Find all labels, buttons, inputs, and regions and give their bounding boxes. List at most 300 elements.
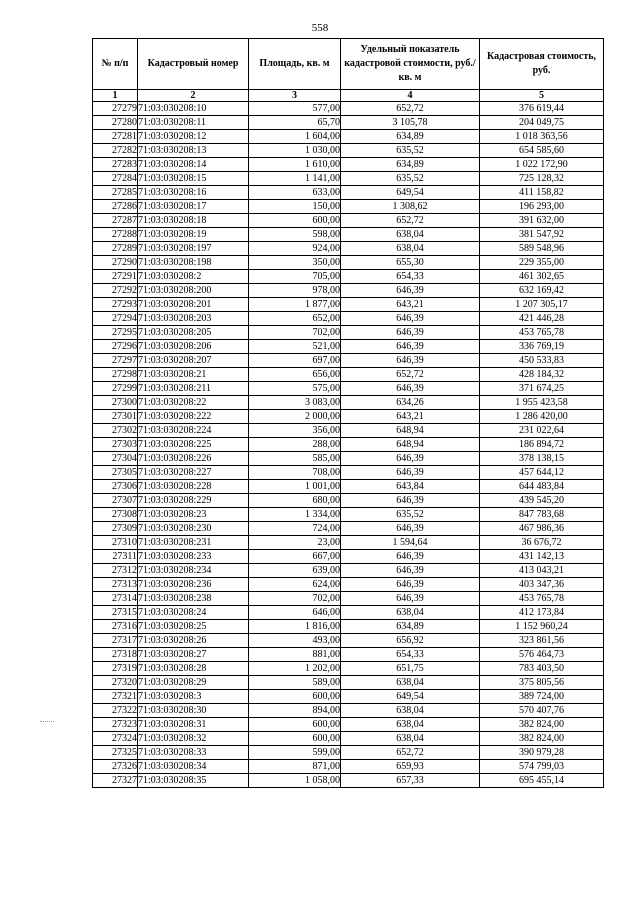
header-cadastral-number: Кадастровый номер — [138, 39, 249, 90]
specific-value-cell: 656,92 — [341, 634, 480, 648]
area-cell: 1 604,00 — [249, 130, 341, 144]
row-number-cell: 27325 — [93, 746, 138, 760]
row-number-cell: 27295 — [93, 326, 138, 340]
row-number-cell: 27326 — [93, 760, 138, 774]
row-number-cell: 27300 — [93, 396, 138, 410]
row-number-cell: 27306 — [93, 480, 138, 494]
cadastral-cost-cell: 1 152 960,24 — [480, 620, 604, 634]
row-number-cell: 27304 — [93, 452, 138, 466]
row-number-cell: 27282 — [93, 144, 138, 158]
row-number-cell: 27308 — [93, 508, 138, 522]
row-number-cell: 27320 — [93, 676, 138, 690]
header-area: Площадь, кв. м — [249, 39, 341, 90]
cadastral-cost-cell: 428 184,32 — [480, 368, 604, 382]
cadastral-cost-cell: 1 955 423,58 — [480, 396, 604, 410]
cadastral-number-cell: 71:03:030208:205 — [138, 326, 249, 340]
row-number-cell: 27324 — [93, 732, 138, 746]
cadastral-cost-cell: 589 548,96 — [480, 242, 604, 256]
row-number-cell: 27284 — [93, 172, 138, 186]
area-cell: 3 083,00 — [249, 396, 341, 410]
area-cell: 598,00 — [249, 228, 341, 242]
cadastral-number-cell: 71:03:030208:24 — [138, 606, 249, 620]
area-cell: 1 001,00 — [249, 480, 341, 494]
cadastral-cost-cell: 1 286 420,00 — [480, 410, 604, 424]
specific-value-cell: 638,04 — [341, 718, 480, 732]
cadastral-number-cell: 71:03:030208:15 — [138, 172, 249, 186]
cadastral-cost-cell: 783 403,50 — [480, 662, 604, 676]
cadastral-cost-cell: 421 446,28 — [480, 312, 604, 326]
table-row — [93, 354, 604, 368]
cadastral-number-cell: 71:03:030208:222 — [138, 410, 249, 424]
table-row — [93, 410, 604, 424]
specific-value-cell: 651,75 — [341, 662, 480, 676]
cadastral-number-cell: 71:03:030208:14 — [138, 158, 249, 172]
area-cell: 23,00 — [249, 536, 341, 550]
specific-value-cell: 1 594,64 — [341, 536, 480, 550]
specific-value-cell: 634,89 — [341, 620, 480, 634]
cadastral-number-cell: 71:03:030208:30 — [138, 704, 249, 718]
cadastral-number-cell: 71:03:030208:28 — [138, 662, 249, 676]
table-row — [93, 438, 604, 452]
specific-value-cell: 648,94 — [341, 438, 480, 452]
specific-value-cell: 635,52 — [341, 144, 480, 158]
cadastral-number-cell: 71:03:030208:236 — [138, 578, 249, 592]
row-number-cell: 27291 — [93, 270, 138, 284]
row-number-cell: 27310 — [93, 536, 138, 550]
cadastral-number-cell: 71:03:030208:229 — [138, 494, 249, 508]
cadastral-number-cell: 71:03:030208:234 — [138, 564, 249, 578]
cadastral-number-cell: 71:03:030208:31 — [138, 718, 249, 732]
table-row — [93, 606, 604, 620]
area-cell: 599,00 — [249, 746, 341, 760]
area-cell: 288,00 — [249, 438, 341, 452]
table-row — [93, 718, 604, 732]
specific-value-cell: 646,39 — [341, 312, 480, 326]
specific-value-cell: 652,72 — [341, 368, 480, 382]
area-cell: 724,00 — [249, 522, 341, 536]
cadastral-number-cell: 71:03:030208:13 — [138, 144, 249, 158]
row-number-cell: 27309 — [93, 522, 138, 536]
cadastral-cost-cell: 382 824,00 — [480, 732, 604, 746]
area-cell: 1 877,00 — [249, 298, 341, 312]
table-row — [93, 592, 604, 606]
row-number-cell: 27313 — [93, 578, 138, 592]
cadastral-number-cell: 71:03:030208:29 — [138, 676, 249, 690]
area-cell: 600,00 — [249, 732, 341, 746]
table-row — [93, 284, 604, 298]
row-number-cell: 27292 — [93, 284, 138, 298]
cadastral-number-cell: 71:03:030208:32 — [138, 732, 249, 746]
cadastral-cost-cell: 411 158,82 — [480, 186, 604, 200]
column-number: 5 — [480, 90, 604, 102]
cadastral-cost-cell: 403 347,36 — [480, 578, 604, 592]
row-number-cell: 27290 — [93, 256, 138, 270]
cadastral-number-cell: 71:03:030208:211 — [138, 382, 249, 396]
specific-value-cell: 654,33 — [341, 648, 480, 662]
cadastral-cost-cell: 36 676,72 — [480, 536, 604, 550]
row-number-cell: 27285 — [93, 186, 138, 200]
specific-value-cell: 635,52 — [341, 508, 480, 522]
specific-value-cell: 638,04 — [341, 704, 480, 718]
table-row — [93, 578, 604, 592]
cadastral-cost-cell: 196 293,00 — [480, 200, 604, 214]
cadastral-number-cell: 71:03:030208:228 — [138, 480, 249, 494]
specific-value-cell: 638,04 — [341, 606, 480, 620]
table-row — [93, 312, 604, 326]
header-cadastral-cost: Кадастровая стоимость, руб. — [480, 39, 604, 90]
row-number-cell: 27288 — [93, 228, 138, 242]
specific-value-cell: 646,39 — [341, 564, 480, 578]
row-number-cell: 27323 — [93, 718, 138, 732]
header-row-number: № п/п — [93, 39, 138, 90]
row-number-cell: 27314 — [93, 592, 138, 606]
specific-value-cell: 646,39 — [341, 550, 480, 564]
cadastral-cost-cell: 231 022,64 — [480, 424, 604, 438]
area-cell: 356,00 — [249, 424, 341, 438]
cadastral-number-cell: 71:03:030208:2 — [138, 270, 249, 284]
area-cell: 150,00 — [249, 200, 341, 214]
cadastral-cost-cell: 457 644,12 — [480, 466, 604, 480]
cadastral-number-cell: 71:03:030208:12 — [138, 130, 249, 144]
page-number: 558 — [311, 22, 329, 34]
table-row — [93, 648, 604, 662]
header-specific-value: Удельный показатель кадастровой стоимости, руб./кв. м — [341, 39, 480, 90]
specific-value-cell: 646,39 — [341, 578, 480, 592]
cadastral-cost-cell: 375 805,56 — [480, 676, 604, 690]
column-number: 3 — [249, 90, 341, 102]
table-row — [93, 760, 604, 774]
specific-value-cell: 646,39 — [341, 592, 480, 606]
row-number-cell: 27316 — [93, 620, 138, 634]
cadastral-number-cell: 71:03:030208:10 — [138, 102, 249, 116]
row-number-cell: 27296 — [93, 340, 138, 354]
table-row — [93, 536, 604, 550]
specific-value-cell: 643,21 — [341, 298, 480, 312]
table-row — [93, 172, 604, 186]
cadastral-cost-cell: 453 765,78 — [480, 592, 604, 606]
specific-value-cell: 646,39 — [341, 354, 480, 368]
cadastral-cost-cell: 336 769,19 — [480, 340, 604, 354]
table-header-row — [93, 39, 604, 90]
cadastral-cost-cell: 376 619,44 — [480, 102, 604, 116]
column-number: 1 — [93, 90, 138, 102]
cadastral-cost-cell: 1 018 363,56 — [480, 130, 604, 144]
area-cell: 705,00 — [249, 270, 341, 284]
specific-value-cell: 648,94 — [341, 424, 480, 438]
specific-value-cell: 646,39 — [341, 452, 480, 466]
cadastral-cost-cell: 461 302,65 — [480, 270, 604, 284]
cadastral-number-cell: 71:03:030208:19 — [138, 228, 249, 242]
area-cell: 894,00 — [249, 704, 341, 718]
row-number-cell: 27294 — [93, 312, 138, 326]
cadastral-number-cell: 71:03:030208:224 — [138, 424, 249, 438]
specific-value-cell: 646,39 — [341, 494, 480, 508]
cadastral-number-cell: 71:03:030208:26 — [138, 634, 249, 648]
cadastral-cost-cell: 378 138,15 — [480, 452, 604, 466]
table-row — [93, 130, 604, 144]
cadastral-cost-cell: 570 407,76 — [480, 704, 604, 718]
table-row — [93, 144, 604, 158]
area-cell: 646,00 — [249, 606, 341, 620]
specific-value-cell: 652,72 — [341, 214, 480, 228]
table-row — [93, 214, 604, 228]
cadastral-number-cell: 71:03:030208:227 — [138, 466, 249, 480]
table-row — [93, 662, 604, 676]
table-row — [93, 746, 604, 760]
cadastral-number-cell: 71:03:030208:226 — [138, 452, 249, 466]
area-cell: 1 334,00 — [249, 508, 341, 522]
table-row — [93, 732, 604, 746]
table-row — [93, 452, 604, 466]
table-row — [93, 466, 604, 480]
cadastral-number-cell: 71:03:030208:206 — [138, 340, 249, 354]
specific-value-cell: 646,39 — [341, 382, 480, 396]
column-number: 2 — [138, 90, 249, 102]
table-row — [93, 480, 604, 494]
cadastral-value-table — [92, 38, 604, 788]
specific-value-cell: 1 308,62 — [341, 200, 480, 214]
cadastral-number-cell: 71:03:030208:17 — [138, 200, 249, 214]
cadastral-cost-cell: 412 173,84 — [480, 606, 604, 620]
table-row — [93, 298, 604, 312]
cadastral-cost-cell: 391 632,00 — [480, 214, 604, 228]
specific-value-cell: 634,26 — [341, 396, 480, 410]
area-cell: 708,00 — [249, 466, 341, 480]
row-number-cell: 27327 — [93, 774, 138, 788]
cadastral-number-cell: 71:03:030208:25 — [138, 620, 249, 634]
cadastral-cost-cell: 229 355,00 — [480, 256, 604, 270]
cadastral-cost-cell: 431 142,13 — [480, 550, 604, 564]
cadastral-number-cell: 71:03:030208:16 — [138, 186, 249, 200]
cadastral-cost-cell: 381 547,92 — [480, 228, 604, 242]
row-number-cell: 27280 — [93, 116, 138, 130]
table-row — [93, 186, 604, 200]
area-cell: 577,00 — [249, 102, 341, 116]
cadastral-cost-cell: 725 128,32 — [480, 172, 604, 186]
area-cell: 585,00 — [249, 452, 341, 466]
specific-value-cell: 649,54 — [341, 186, 480, 200]
cadastral-cost-cell: 371 674,25 — [480, 382, 604, 396]
row-number-cell: 27293 — [93, 298, 138, 312]
specific-value-cell: 655,30 — [341, 256, 480, 270]
table-row — [93, 326, 604, 340]
specific-value-cell: 652,72 — [341, 102, 480, 116]
area-cell: 633,00 — [249, 186, 341, 200]
row-number-cell: 27297 — [93, 354, 138, 368]
row-number-cell: 27311 — [93, 550, 138, 564]
specific-value-cell: 646,39 — [341, 340, 480, 354]
area-cell: 600,00 — [249, 214, 341, 228]
margin-mark — [40, 721, 54, 723]
table-row — [93, 522, 604, 536]
cadastral-number-cell: 71:03:030208:27 — [138, 648, 249, 662]
row-number-cell: 27319 — [93, 662, 138, 676]
area-cell: 589,00 — [249, 676, 341, 690]
table-row — [93, 270, 604, 284]
specific-value-cell: 638,04 — [341, 242, 480, 256]
cadastral-cost-cell: 439 545,20 — [480, 494, 604, 508]
cadastral-number-cell: 71:03:030208:238 — [138, 592, 249, 606]
table-row — [93, 550, 604, 564]
cadastral-number-cell: 71:03:030208:201 — [138, 298, 249, 312]
table-row — [93, 396, 604, 410]
specific-value-cell: 652,72 — [341, 746, 480, 760]
area-cell: 1 058,00 — [249, 774, 341, 788]
table-body — [93, 102, 604, 788]
area-cell: 652,00 — [249, 312, 341, 326]
cadastral-cost-cell: 632 169,42 — [480, 284, 604, 298]
cadastral-number-cell: 71:03:030208:23 — [138, 508, 249, 522]
table-row — [93, 256, 604, 270]
cadastral-cost-cell: 654 585,60 — [480, 144, 604, 158]
area-cell: 680,00 — [249, 494, 341, 508]
cadastral-number-cell: 71:03:030208:21 — [138, 368, 249, 382]
cadastral-cost-cell: 323 861,56 — [480, 634, 604, 648]
row-number-cell: 27317 — [93, 634, 138, 648]
area-cell: 871,00 — [249, 760, 341, 774]
cadastral-cost-cell: 450 533,83 — [480, 354, 604, 368]
table-row — [93, 368, 604, 382]
specific-value-cell: 654,33 — [341, 270, 480, 284]
row-number-cell: 27305 — [93, 466, 138, 480]
row-number-cell: 27315 — [93, 606, 138, 620]
row-number-cell: 27287 — [93, 214, 138, 228]
table-row — [93, 200, 604, 214]
cadastral-cost-cell: 467 986,36 — [480, 522, 604, 536]
area-cell: 639,00 — [249, 564, 341, 578]
area-cell: 1 816,00 — [249, 620, 341, 634]
cadastral-number-cell: 71:03:030208:33 — [138, 746, 249, 760]
cadastral-number-cell: 71:03:030208:35 — [138, 774, 249, 788]
area-cell: 65,70 — [249, 116, 341, 130]
cadastral-cost-cell: 574 799,03 — [480, 760, 604, 774]
area-cell: 624,00 — [249, 578, 341, 592]
table-row — [93, 634, 604, 648]
row-number-cell: 27299 — [93, 382, 138, 396]
area-cell: 978,00 — [249, 284, 341, 298]
specific-value-cell: 635,52 — [341, 172, 480, 186]
cadastral-cost-cell: 204 049,75 — [480, 116, 604, 130]
cadastral-cost-cell: 382 824,00 — [480, 718, 604, 732]
area-cell: 702,00 — [249, 326, 341, 340]
cadastral-cost-cell: 576 464,73 — [480, 648, 604, 662]
table-row — [93, 690, 604, 704]
cadastral-number-cell: 71:03:030208:230 — [138, 522, 249, 536]
row-number-cell: 27302 — [93, 424, 138, 438]
area-cell: 600,00 — [249, 690, 341, 704]
cadastral-number-cell: 71:03:030208:22 — [138, 396, 249, 410]
specific-value-cell: 3 105,78 — [341, 116, 480, 130]
cadastral-number-cell: 71:03:030208:200 — [138, 284, 249, 298]
table-row — [93, 564, 604, 578]
specific-value-cell: 638,04 — [341, 676, 480, 690]
table-row — [93, 228, 604, 242]
table-row — [93, 508, 604, 522]
cadastral-cost-cell: 453 765,78 — [480, 326, 604, 340]
cadastral-cost-cell: 413 043,21 — [480, 564, 604, 578]
row-number-cell: 27289 — [93, 242, 138, 256]
area-cell: 881,00 — [249, 648, 341, 662]
table-row — [93, 102, 604, 116]
cadastral-cost-cell: 695 455,14 — [480, 774, 604, 788]
specific-value-cell: 643,21 — [341, 410, 480, 424]
cadastral-cost-cell: 186 894,72 — [480, 438, 604, 452]
specific-value-cell: 638,04 — [341, 228, 480, 242]
specific-value-cell: 638,04 — [341, 732, 480, 746]
row-number-cell: 27279 — [93, 102, 138, 116]
table-row — [93, 676, 604, 690]
row-number-cell: 27303 — [93, 438, 138, 452]
area-cell: 1 202,00 — [249, 662, 341, 676]
area-cell: 575,00 — [249, 382, 341, 396]
column-number-row — [93, 90, 604, 102]
area-cell: 667,00 — [249, 550, 341, 564]
row-number-cell: 27321 — [93, 690, 138, 704]
row-number-cell: 27283 — [93, 158, 138, 172]
specific-value-cell: 643,84 — [341, 480, 480, 494]
specific-value-cell: 646,39 — [341, 522, 480, 536]
row-number-cell: 27322 — [93, 704, 138, 718]
area-cell: 521,00 — [249, 340, 341, 354]
area-cell: 600,00 — [249, 718, 341, 732]
area-cell: 1 141,00 — [249, 172, 341, 186]
cadastral-cost-cell: 1 207 305,17 — [480, 298, 604, 312]
row-number-cell: 27298 — [93, 368, 138, 382]
row-number-cell: 27286 — [93, 200, 138, 214]
cadastral-number-cell: 71:03:030208:203 — [138, 312, 249, 326]
cadastral-number-cell: 71:03:030208:3 — [138, 690, 249, 704]
cadastral-cost-cell: 644 483,84 — [480, 480, 604, 494]
cadastral-number-cell: 71:03:030208:198 — [138, 256, 249, 270]
area-cell: 493,00 — [249, 634, 341, 648]
specific-value-cell: 634,89 — [341, 130, 480, 144]
table-row — [93, 774, 604, 788]
area-cell: 656,00 — [249, 368, 341, 382]
area-cell: 924,00 — [249, 242, 341, 256]
table-row — [93, 424, 604, 438]
area-cell: 1 030,00 — [249, 144, 341, 158]
area-cell: 702,00 — [249, 592, 341, 606]
cadastral-number-cell: 71:03:030208:197 — [138, 242, 249, 256]
cadastral-cost-cell: 1 022 172,90 — [480, 158, 604, 172]
specific-value-cell: 646,39 — [341, 326, 480, 340]
cadastral-number-cell: 71:03:030208:207 — [138, 354, 249, 368]
table-row — [93, 158, 604, 172]
specific-value-cell: 659,93 — [341, 760, 480, 774]
area-cell: 697,00 — [249, 354, 341, 368]
table-row — [93, 116, 604, 130]
area-cell: 1 610,00 — [249, 158, 341, 172]
table-row — [93, 242, 604, 256]
cadastral-number-cell: 71:03:030208:18 — [138, 214, 249, 228]
specific-value-cell: 646,39 — [341, 284, 480, 298]
table-row — [93, 382, 604, 396]
table-row — [93, 340, 604, 354]
row-number-cell: 27312 — [93, 564, 138, 578]
row-number-cell: 27281 — [93, 130, 138, 144]
cadastral-number-cell: 71:03:030208:11 — [138, 116, 249, 130]
area-cell: 350,00 — [249, 256, 341, 270]
specific-value-cell: 649,54 — [341, 690, 480, 704]
specific-value-cell: 634,89 — [341, 158, 480, 172]
cadastral-cost-cell: 389 724,00 — [480, 690, 604, 704]
row-number-cell: 27318 — [93, 648, 138, 662]
column-number: 4 — [341, 90, 480, 102]
table-row — [93, 494, 604, 508]
cadastral-number-cell: 71:03:030208:34 — [138, 760, 249, 774]
cadastral-number-cell: 71:03:030208:225 — [138, 438, 249, 452]
specific-value-cell: 646,39 — [341, 466, 480, 480]
